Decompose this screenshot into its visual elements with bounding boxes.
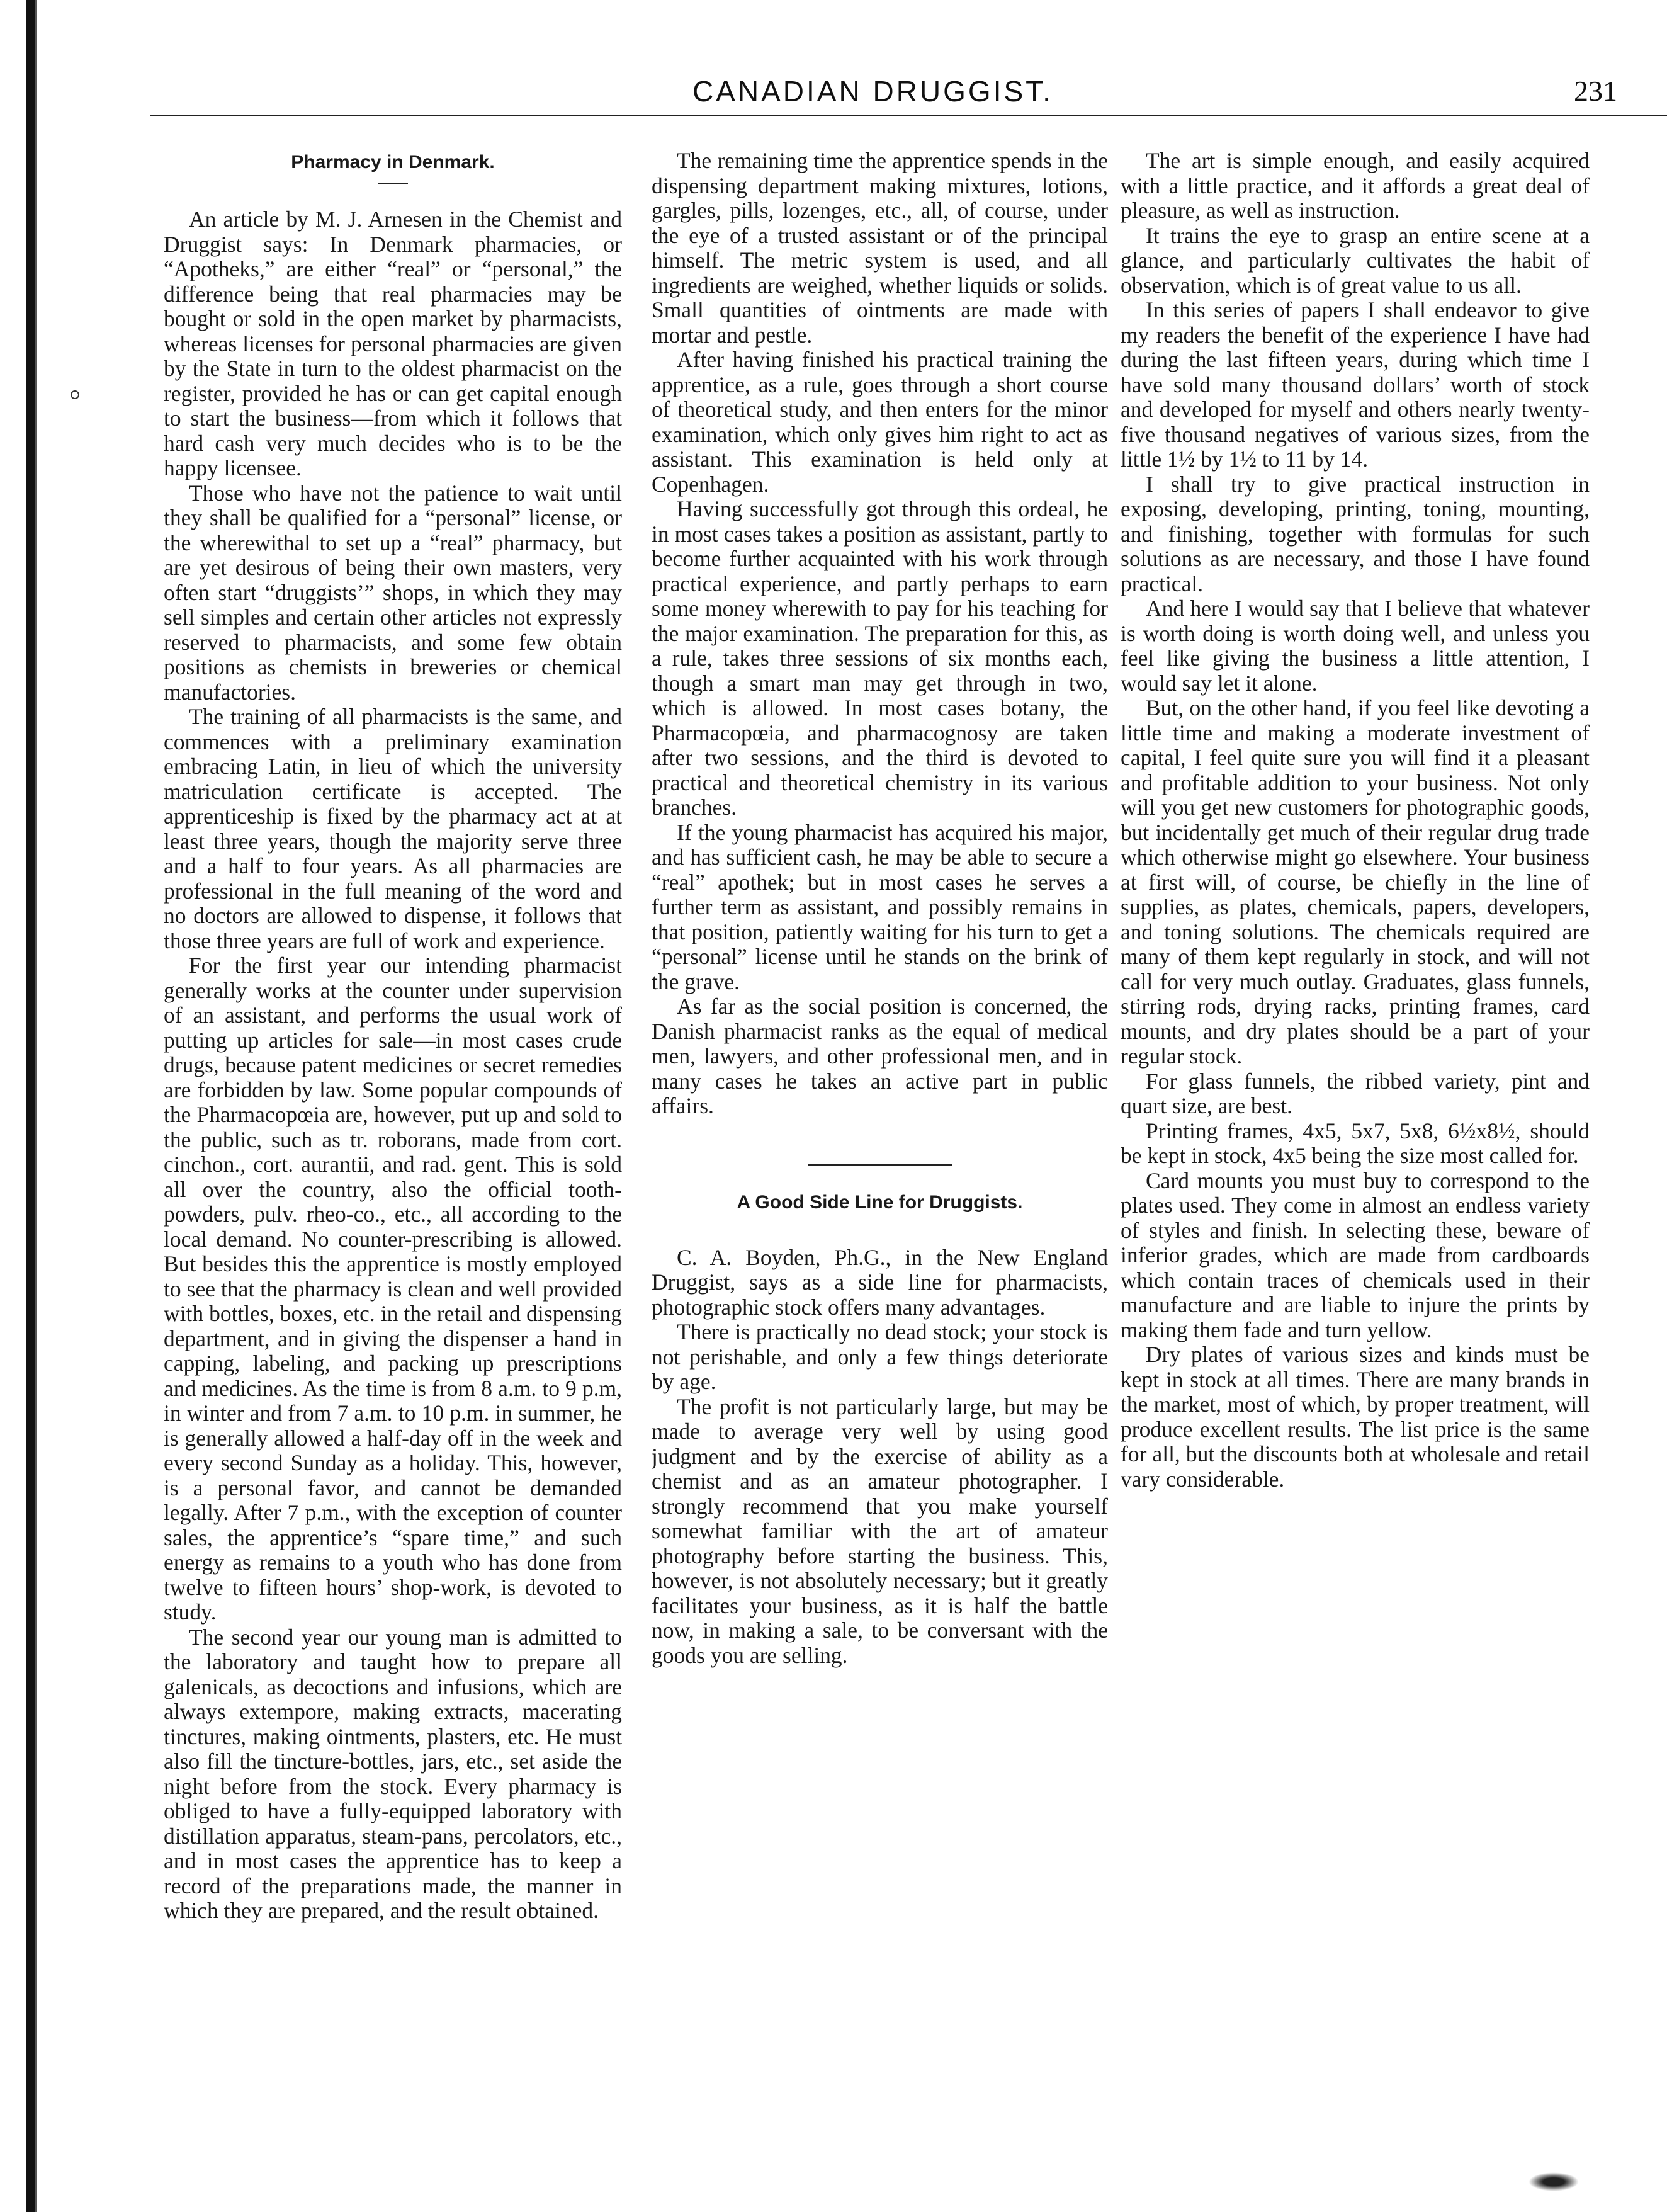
paragraph: Having successfully got through this ordeal, he in most cases takes a position as assistant, partly to become further acquainted with his work through practical experience, and partly perhaps to earn some money wherewith to pay for his teaching for the major examination. The preparation for this, as a rule, takes three sessions of six months each, though a smart man may get through in two, which is allowed. In most cases botany, the Pharmacopœia, and pharmacognosy are taken after two sessions, and the third is devoted to practical and theoretical chemistry in its various branches. [652, 496, 1108, 820]
paragraph: The profit is not particularly large, but may be made to average very well by using good judgment and by the exercise of ability as a chemist and as an amateur photographer. I strongly recommend that you make yourself somewhat familiar with the art of amateur photography before starting the business. This, however, is not absolutely necessary; but it greatly facilitates your business, as it is half the battle now, in making a sale, to be conversant with the goods you are selling. [652, 1393, 1108, 1668]
paragraph: But, on the other hand, if you feel like devoting a little time and making a moderate investment of capital, I feel quite sure you will find it a pleasant and profitable addition to your business. Not only will you get new customers for photographic goods, but incidentally get much of their regular drug trade which otherwise might go elsewhere. Your business at first will, of course, be chiefly in the line of supplies, as plates, chemicals, papers, developers, and toning solutions. The chemicals required are many of them kept regularly in stock, and will not call for very much outlay. Graduates, glass funnels, stirring rods, drying racks, printing frames, card mounts, and dry plates should be a part of your regular stock. [1121, 695, 1590, 1069]
article-heading-denmark: Pharmacy in Denmark. [291, 152, 495, 173]
paragraph: C. A. Boyden, Ph.G., in the New England Druggist, says as a side line for pharmacists, photographic stock offers many advantages. [652, 1244, 1108, 1320]
paragraph: I shall try to give practical instruction in exposing, developing, printing, toning, mounting, and finishing, together with formulas for such solutions as are necessary, and those I have found practical. [1121, 471, 1590, 596]
paragraph: For the first year our intending pharmacist generally works at the counter under supervision of an assistant, and performs the usual work of putting up articles for sale—in most cases crude drugs, because patent medicines or secret remedies are forbidden by law. Some popular compounds of the Pharmacopœia are, however, put up and sold to the public, such as tr. roborans, made from cort. cinchon., cort. aurantii, and rad. gent. This is sold all over the country, also the official tooth-powders, pulv. rheo-co., etc., all according to the local demand. No counter-prescribing is allowed. But besides this the apprentice is mostly employed to see that the pharmacy is clean and well provided with bottles, boxes, etc. in the retail and dispensing department, and in giving the dispenser a hand in capping, labeling, and packing up prescriptions and medicines. As the time is from 8 a.m. to 9 p.m, in winter and from 7 a.m. to 10 p.m. in summer, he is generally allowed a half-day off in the week and every second Sunday as a holiday. This, however, is a personal favor, and cannot be demanded legally. After 7 p.m., with the exception of counter sales, the apprentice’s “spare time,” and such energy as remains to a youth who has done from twelve to fifteen hours’ shop-work, is devoted to study. [164, 953, 622, 1625]
paragraph: In this series of papers I shall endeavor to give my readers the benefit of the experience I have had during the last fifteen years, during which time I have sold many thousand dollars’ worth of stock and developed for myself and others nearly twenty-five thousand negatives of various sizes, from the little 1½ by 1½ to 11 by 14. [1121, 297, 1590, 472]
page-number: 231 [1574, 75, 1617, 107]
printer-mark [1529, 2172, 1579, 2191]
paragraph: Those who have not the patience to wait until they shall be qualified for a “personal” license, or the wherewithal to set up a “real” pharmacy, but are yet desirous of being their own masters, very often start “druggists’” shops, in which they may sell simples and certain other articles not expressly reserved to pharmacists, and some few obtain positions as chemists in breweries or chemical manufactories. [164, 480, 622, 705]
paragraph: After having finished his practical training the apprentice, as a rule, goes through a short course of theoretical study, and then enters for the minor examination, which only gives him right to act as assistant. This examination is held only at Copenhagen. [652, 347, 1108, 497]
paragraph: The art is simple enough, and easily acquired with a little practice, and it affords a great deal of pleasure, as well as instruction. [1121, 149, 1590, 223]
paragraph: Card mounts you must buy to correspond to the plates used. They come in almost an endless variety of styles and finish. In selecting these, beware of inferior grades, which are made from cardboards which contain traces of chemicals used in their manufacture and are liable to injure the prints by making them fade and turn yellow. [1121, 1167, 1590, 1342]
running-title: CANADIAN DRUGGIST. [692, 75, 1053, 108]
paragraph: An article by M. J. Arnesen in the Chemist and Druggist says: In Denmark pharmacies, or “Apotheks,” are either “real” or “personal,” the difference being that real pharmacies may be bought or sold in the open market by pharmacists, whereas licenses for personal pharmacies are given by the State in turn to the oldest pharmacist on the register, provided he has or can get capital enough to start the business—from which it follows that hard cash very much decides who is to be the happy licensee. [164, 207, 622, 480]
paragraph: The second year our young man is admitted to the laboratory and taught how to prepare all galenicals, as decoctions and infusions, which are always extempore, making extracts, macerating tinctures, making ointments, plasters, etc. He must also fill the tincture-bottles, jars, etc., set aside the night before from the stock. Every pharmacy is obliged to have a fully-equipped laboratory with distillation apparatus, steam-pans, percolators, etc., and in most cases the apprentice has to keep a record of the preparations made, the manner in which they are prepared, and the result obtained. [164, 1624, 622, 1923]
paragraph: The remaining time the apprentice spends in the dispensing department making mixtures, lotions, gargles, pills, lozenges, etc., all, of course, under the eye of a trusted assistant or of the principal himself. The metric system is used, and all ingredients are weighed, whether liquids or solids. Small quantities of ointments are made with mortar and pestle. [652, 149, 1108, 348]
paragraph: Dry plates of various sizes and kinds must be kept in stock at all times. There are many brands in the market, most of which, by proper treatment, will produce excellent results. The list price is the same for all, but the discounts both at wholesale and retail vary considerable. [1121, 1342, 1590, 1492]
header-rule [150, 115, 1667, 116]
page-header [0, 74, 1667, 125]
paragraph: As far as the social position is concerned, the Danish pharmacist ranks as the equal of medical men, lawyers, and other professional men, and in many cases he takes an active part in public affairs. [652, 994, 1108, 1118]
paragraph: If the young pharmacist has acquired his major, and has sufficient cash, he may be able to secure a “real” apothek; but in most cases he serves a further term as assistant, and possibly remains in that position, patiently waiting for his turn to get a “personal” license until he stands on the brink of the grave. [652, 819, 1108, 994]
column-2 [652, 149, 1108, 2088]
margin-mark [71, 390, 79, 399]
heading-rule [378, 183, 408, 184]
paragraph: For glass funnels, the ribbed variety, pint and quart size, are best. [1121, 1068, 1590, 1118]
article-heading-side-line: A Good Side Line for Druggists. [737, 1191, 1023, 1213]
paragraph: It trains the eye to grasp an entire scene at a glance, and particularly cultivates the habit of observation, which is of great value to us all. [1121, 222, 1590, 298]
paragraph: The training of all pharmacists is the same, and commences with a preliminary examination embracing Latin, in lieu of which the university matriculation certificate is accepted. The apprenticeship is fixed by the pharmacy act at at least three years, though the majority serve three and a half to four years. As all pharmacies are professional in the full meaning of the word and no doctors are allowed to dispense, it follows that those three years are full of work and experience. [164, 704, 622, 953]
column-1 [164, 149, 622, 2088]
paragraph: There is practically no dead stock; your stock is not perishable, and only a few things deteriorate by age. [652, 1319, 1108, 1394]
paragraph: Printing frames, 4x5, 5x7, 5x8, 6½x8½, should be kept in stock, 4x5 being the size most called for. [1121, 1118, 1590, 1168]
column-3 [1121, 149, 1590, 2088]
section-rule [808, 1164, 952, 1166]
binding-edge [26, 0, 40, 2212]
paragraph: And here I would say that I believe that whatever is worth doing is worth doing well, and unless you feel like giving the business a little attention, I would say let it alone. [1121, 596, 1590, 696]
